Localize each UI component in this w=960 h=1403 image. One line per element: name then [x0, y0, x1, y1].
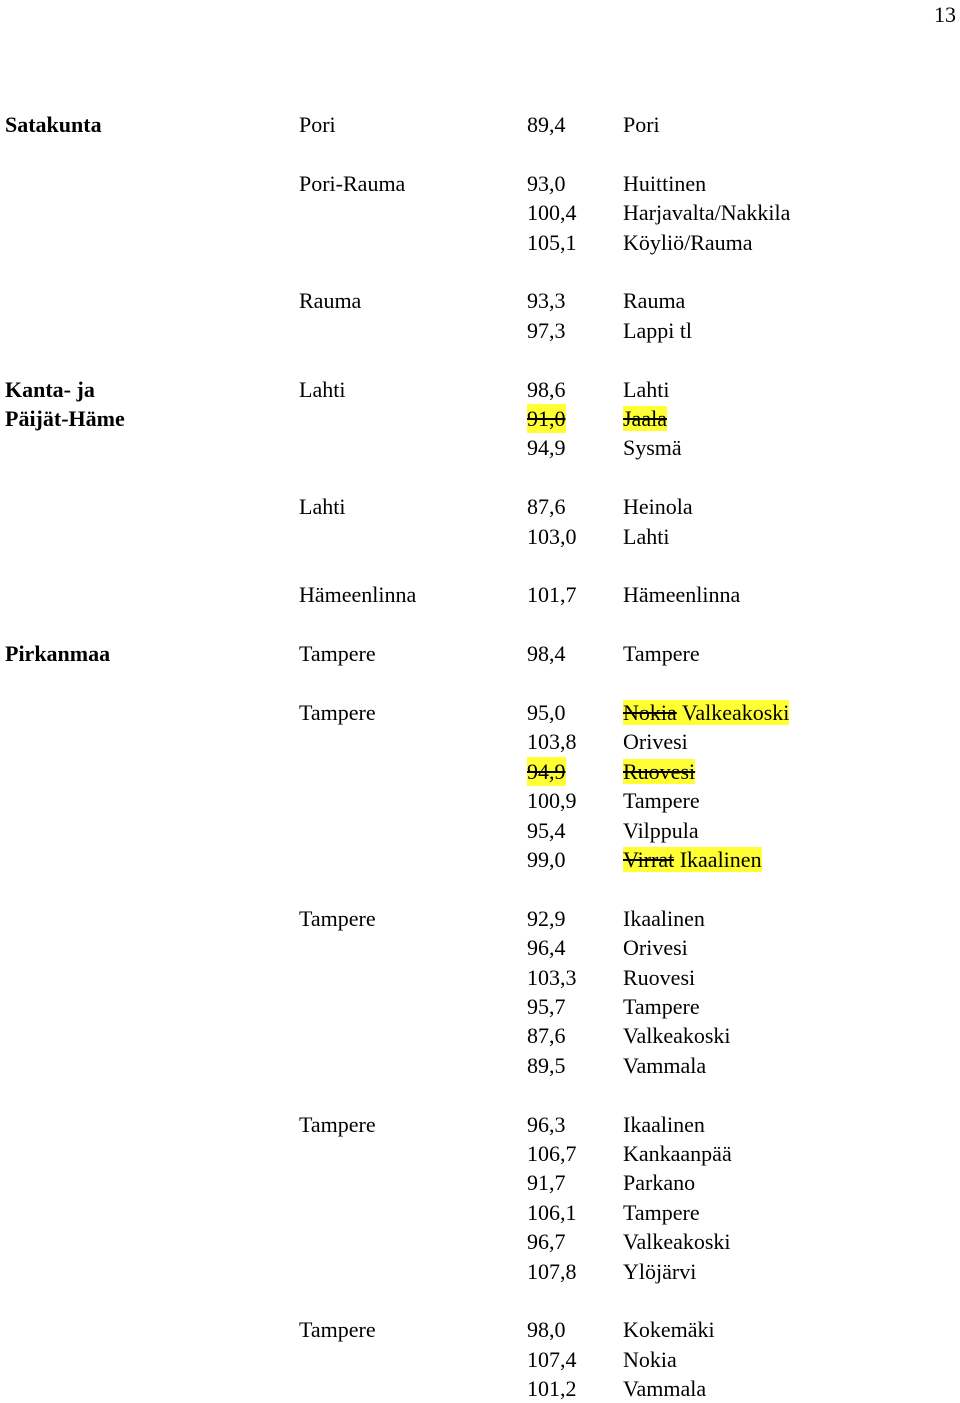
table-row — [0, 1139, 960, 1168]
location-text: Parkano — [623, 1170, 696, 1195]
location-text: Köyliö/Rauma — [623, 230, 753, 255]
frequency-value: 95,7 — [527, 994, 566, 1019]
transmitter-location — [623, 198, 790, 227]
frequency-value: 95,4 — [527, 818, 566, 843]
frequency-value: 99,0 — [527, 847, 566, 872]
region-label: Päijät-Häme — [5, 406, 125, 431]
transmitter-location — [623, 992, 700, 1021]
station-name: Tampere — [299, 700, 376, 725]
table-row — [0, 845, 960, 874]
location-text: Tampere — [623, 1200, 700, 1225]
location-text: Virrat — [623, 847, 675, 872]
transmitter-location — [623, 286, 685, 315]
table-row — [0, 169, 960, 198]
table-row — [0, 1021, 960, 1050]
transmitter-location — [623, 316, 692, 345]
location-text: Heinola — [623, 494, 693, 519]
table-row — [0, 1198, 960, 1227]
table-row — [0, 110, 960, 139]
transmitter-location — [623, 1345, 677, 1374]
location-text: Vilppula — [623, 818, 699, 843]
transmitter-location — [623, 963, 695, 992]
table-row — [0, 492, 960, 521]
transmitter-location — [623, 1139, 732, 1168]
location-text: Lahti — [623, 377, 670, 402]
table-row — [0, 228, 960, 257]
location-text: Harjavalta/Nakkila — [623, 200, 791, 225]
station-name: Lahti — [299, 494, 346, 519]
station-name: Tampere — [299, 1317, 376, 1342]
station-name: Pori — [299, 112, 336, 137]
location-text: Nokia — [623, 700, 677, 725]
transmitter-location — [623, 639, 700, 668]
frequency-value: 107,4 — [527, 1347, 577, 1372]
transmitter-location — [623, 1198, 700, 1227]
table-row — [0, 404, 960, 433]
transmitter-location — [623, 110, 660, 139]
table-row — [0, 375, 960, 404]
table-row — [0, 639, 960, 668]
location-text: Nokia — [623, 1347, 677, 1372]
transmitter-location — [623, 522, 669, 551]
table-row — [0, 698, 960, 727]
location-text: Tampere — [623, 641, 700, 666]
frequency-value: 93,3 — [527, 288, 566, 313]
frequency-value: 93,0 — [527, 171, 566, 196]
transmitter-location — [623, 1168, 695, 1197]
transmitter-location — [623, 580, 740, 609]
frequency-value: 87,6 — [527, 1023, 566, 1048]
table-row — [0, 1110, 960, 1139]
table-row — [0, 727, 960, 756]
transmitter-location — [623, 1110, 705, 1139]
transmitter-location — [623, 786, 700, 815]
frequency-value: 95,0 — [527, 700, 566, 725]
location-text: Pori — [623, 112, 660, 137]
location-text: Hämeenlinna — [623, 582, 741, 607]
station-name: Tampere — [299, 641, 376, 666]
frequency-value: 97,3 — [527, 318, 566, 343]
frequency-value: 101,2 — [527, 1376, 577, 1401]
table-row — [0, 198, 960, 227]
transmitter-location — [623, 433, 682, 462]
location-text: Orivesi — [623, 935, 688, 960]
table-row — [0, 1374, 960, 1403]
location-text: Rauma — [623, 288, 686, 313]
region-label: Pirkanmaa — [5, 641, 111, 666]
table-row — [0, 316, 960, 345]
frequency-value: 107,8 — [527, 1259, 577, 1284]
table-row — [0, 786, 960, 815]
transmitter-location — [623, 492, 693, 521]
frequency-value: 103,0 — [527, 524, 577, 549]
transmitter-location — [623, 845, 762, 874]
location-text: Huittinen — [623, 171, 707, 196]
frequency-value: 94,9 — [527, 759, 566, 784]
transmitter-location — [623, 228, 753, 257]
table-row — [0, 1051, 960, 1080]
table-row — [0, 816, 960, 845]
location-text: Kokemäki — [623, 1317, 715, 1342]
frequency-value: 100,4 — [527, 200, 577, 225]
location-text: Tampere — [623, 788, 700, 813]
frequency-value: 87,6 — [527, 494, 566, 519]
frequency-value: 91,7 — [527, 1170, 566, 1195]
table-row — [0, 1227, 960, 1256]
transmitter-location — [623, 375, 669, 404]
frequency-value: 94,9 — [527, 435, 566, 460]
frequency-value: 103,8 — [527, 729, 577, 754]
station-name: Pori-Rauma — [299, 171, 406, 196]
transmitter-location — [623, 1021, 731, 1050]
location-text: Sysmä — [623, 435, 682, 460]
location-text: Valkeakoski — [623, 1023, 731, 1048]
transmitter-location — [623, 727, 688, 756]
transmitter-location — [623, 904, 705, 933]
location-text: Ikaalinen — [623, 906, 705, 931]
frequency-value: 96,4 — [527, 935, 566, 960]
table-row — [0, 1315, 960, 1344]
station-name: Rauma — [299, 288, 362, 313]
frequency-value: 105,1 — [527, 230, 577, 255]
location-text: Ruovesi — [623, 759, 696, 784]
page-number: 13 — [934, 2, 956, 27]
location-text: Jaala — [623, 406, 667, 431]
location-text: Ikaalinen — [623, 1112, 705, 1137]
station-name: Tampere — [299, 1112, 376, 1137]
transmitter-location — [623, 1051, 706, 1080]
location-text: Ruovesi — [623, 965, 696, 990]
transmitter-location — [623, 1374, 706, 1403]
frequency-value: 98,6 — [527, 377, 566, 402]
station-name: Hämeenlinna — [299, 582, 417, 607]
table-row — [0, 933, 960, 962]
location-text: Valkeakoski — [676, 700, 790, 725]
table-row — [0, 904, 960, 933]
location-text: Orivesi — [623, 729, 688, 754]
frequency-value: 89,5 — [527, 1053, 566, 1078]
transmitter-location — [623, 816, 699, 845]
table-row — [0, 433, 960, 462]
location-text: Lahti — [623, 524, 670, 549]
table-row — [0, 1257, 960, 1286]
frequency-value: 89,4 — [527, 112, 566, 137]
table-row — [0, 992, 960, 1021]
frequency-value: 96,3 — [527, 1112, 566, 1137]
transmitter-location — [623, 1315, 715, 1344]
transmitter-location — [623, 1227, 731, 1256]
frequency-value: 92,9 — [527, 906, 566, 931]
location-text: Vammala — [623, 1053, 707, 1078]
frequency-value: 106,7 — [527, 1141, 577, 1166]
table-row — [0, 580, 960, 609]
table-row — [0, 757, 960, 786]
table-row — [0, 1345, 960, 1374]
region-label: Satakunta — [5, 112, 102, 137]
transmitter-location — [623, 933, 688, 962]
transmitter-location — [623, 757, 695, 786]
region-label: Kanta- ja — [5, 377, 95, 402]
frequency-value: 91,0 — [527, 406, 566, 431]
frequency-value: 106,1 — [527, 1200, 577, 1225]
frequency-value: 103,3 — [527, 965, 577, 990]
table-row — [0, 522, 960, 551]
location-text: Ikaalinen — [674, 847, 762, 872]
frequency-value: 98,0 — [527, 1317, 566, 1342]
location-text: Kankaanpää — [623, 1141, 732, 1166]
transmitter-location — [623, 404, 667, 433]
transmitter-location — [623, 1257, 696, 1286]
location-text: Lappi tl — [623, 318, 693, 343]
frequency-value: 101,7 — [527, 582, 577, 607]
table-row — [0, 1168, 960, 1197]
frequency-value: 96,7 — [527, 1229, 566, 1254]
frequency-value: 100,9 — [527, 788, 577, 813]
frequency-value: 98,4 — [527, 641, 566, 666]
transmitter-location — [623, 698, 789, 727]
location-text: Ylöjärvi — [623, 1259, 697, 1284]
location-text: Valkeakoski — [623, 1229, 731, 1254]
table-row — [0, 963, 960, 992]
location-text: Vammala — [623, 1376, 707, 1401]
station-name: Tampere — [299, 906, 376, 931]
location-text: Tampere — [623, 994, 700, 1019]
transmitter-location — [623, 169, 706, 198]
station-name: Lahti — [299, 377, 346, 402]
table-row — [0, 286, 960, 315]
